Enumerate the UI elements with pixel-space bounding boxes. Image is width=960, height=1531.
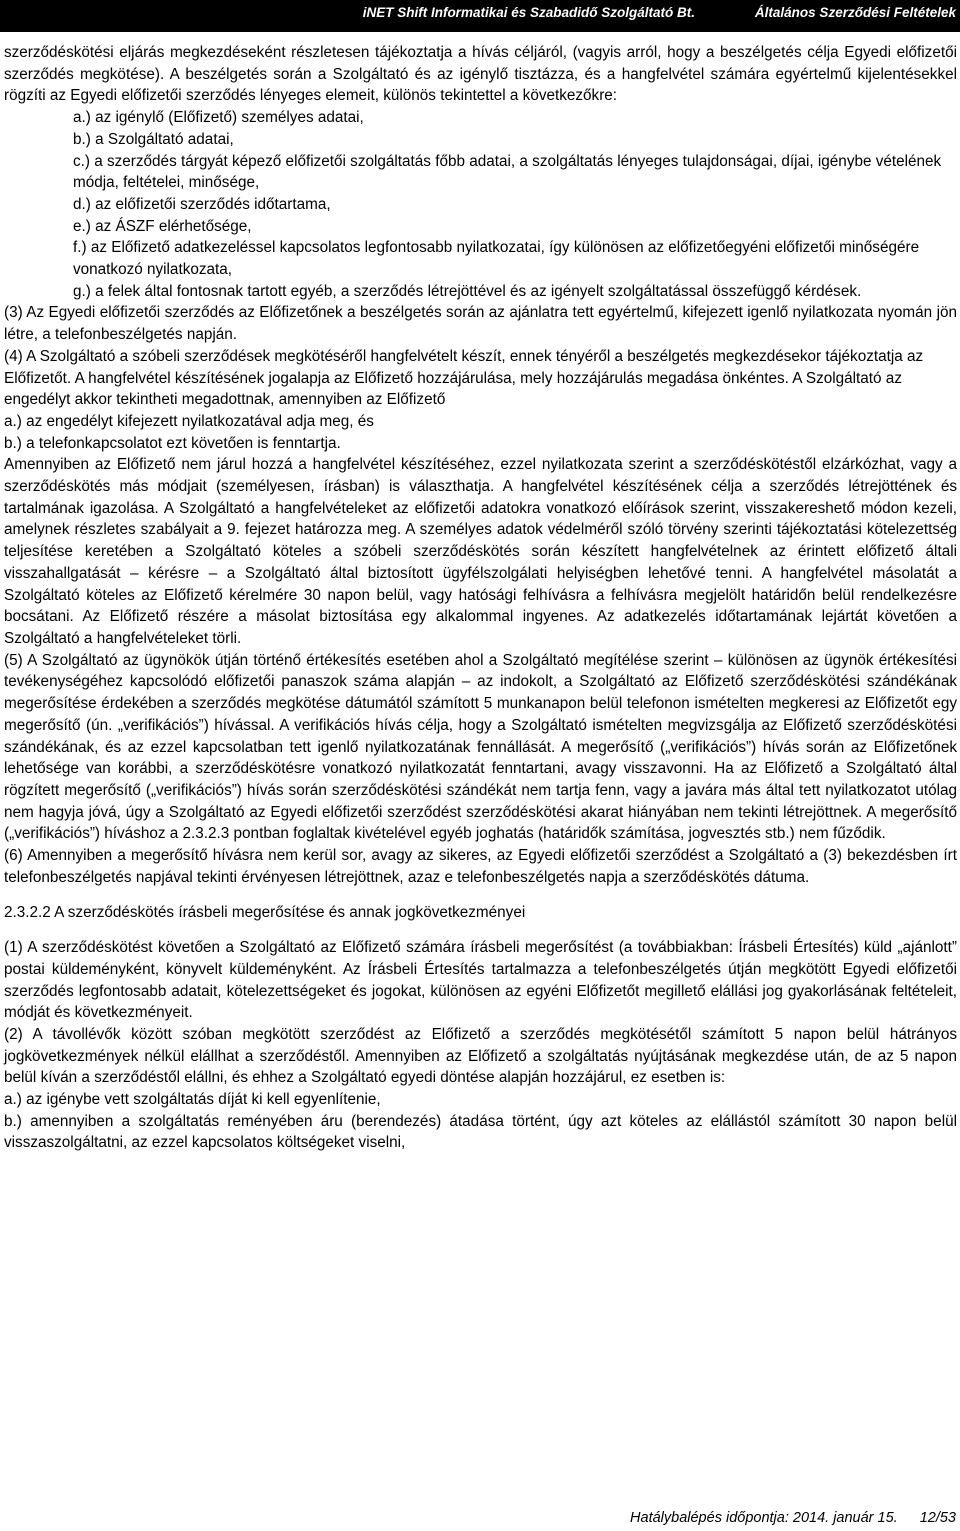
list-item-d: d.) az előfizetői szerződés időtartama, [73, 195, 331, 213]
section-heading: 2.3.2.2 A szerződéskötés írásbeli megerősítése és annak jogkövetkezményei [4, 904, 526, 922]
list-item-g: g.) a felek által fontosnak tartott egyéb, a szerződés létrejöttével és az igényelt szolgáltatással összefüggő kérdések. [73, 282, 862, 300]
effective-date: Hatálybalépés időpontja: 2014. január 15. [630, 1510, 898, 1526]
list-item-b: b.) a Szolgáltató adatai, [73, 130, 234, 148]
paragraph-4: (4) A Szolgáltató a szóbeli szerződések megkötéséről hangfelvételt készít, ennek tényéről a beszélgetés megkezdésekor tájékoztatja az Előfizetőt. A hangfelvétel készítésének jogalapja az Előfizető hozzájárulása, mely hozzájárulás megadása önkéntes. A Szolgáltató az engedélyt akkor tekintheti megadottnak, amennyiben az Előfizető [4, 347, 924, 409]
list-item-c: c.) a szerződés tárgyát képező előfizetői szolgáltatás főbb adatai, a szolgáltatás lényeges tulajdonságai, díjai, igénybe vételének módja, feltételei, minősége, [73, 152, 942, 192]
paragraph-4-item-b: b.) a telefonkapcsolatot ezt követően is fenntartja. [4, 434, 341, 452]
header-doc-title: Általános Szerződési Feltételek [754, 5, 956, 20]
page-header [0, 0, 960, 32]
section-paragraph-2-item-a: a.) az igénybe vett szolgáltatás díját ki kell egyenlítenie, [4, 1091, 381, 1109]
paragraph-5: (5) A Szolgáltató az ügynökök útján történő értékesítés esetében ahol a Szolgáltató megítélése szerint – különösen az ügynök értékesítési tevékenységéhez kapcsolódó előfizetői panaszok száma alapján – az indokolt, a Szolgáltató az Előfizető szerződéskötési szándékának megerősítése érdekében a szerződés megkötése dátumától számított 5 munkanapon belül telefonon ismételten megkeresi az Előfizetőt egy megerősítő (ún. „verifikációs”) hívással. A verifikációs hívás célja, hogy a Szolgáltató ismételten megvizsgálja az Előfizető szerződéskötési szándékának, és az ezzel kapcsolatban tett igenlő nyilatkozatának fennállását. A megerősítő („verifikációs”) hívás során az Előfizetőnek lehetősége van korábbi, a szerződéskötésre vonatkozó nyilatkozatát fenntartani, avagy visszavonni. Ha az Előfizető a Szolgáltató által rögzített megerősítő („verifikációs”) hívás során szerződéskötési szándékát nem tartja fenn, vagy a javára más által tett nyilatkozatot utólag nem hagyja jóvá, úgy a Szolgáltató az Egyedi előfizetői szerződést szerződéskötési akarat hiányában nem tekinti létrejöttnek. A megerősítő („verifikációs”) híváshoz a 2.3.2.3 pontban foglaltak kivételével egyéb joghatás (határidők számítása, jogvesztés stb.) nem fűződik. [4, 651, 957, 843]
section-paragraph-1: (1) A szerződéskötést követően a Szolgáltató az Előfizető számára írásbeli megerősítést (a továbbiakban: Írásbeli Értesítés) küld „ajánlott” postai küldeményként, könyvelt küldeményként. Az Írásbeli Értesítés tartalmazza a telefonbeszélgetés útján megkötött Egyedi előfizetői szerződés legfontosabb adatait, kötelezettségeket és jogokat, különösen az egyéni Előfizetőt megillető elállási jog gyakorlásának feltételeit, módját és következményeit. [4, 939, 957, 1022]
list-item-f: f.) az Előfizető adatkezeléssel kapcsolatos legfontosabb nyilatkozatai, így különösen az előfizetőegyéni előfizetői minőségére vonatkozó nyilatkozata, [73, 239, 920, 279]
paragraph-intro: szerződéskötési eljárás megkezdéseként részletesen tájékoztatja a hívás céljáról, (vagyis arról, hogy a beszélgetés célja Egyedi előfizetői szerződés megkötése). A beszélgetés során a Szolgáltató és az igénylő tisztázza, és a hangfelvétel számára egyértelmű kijelentésekkel rögzíti az Egyedi előfizetői szerződés lényeges elemeit, különös tekintettel a következőkre: [4, 44, 957, 105]
paragraph-6: (6) Amennyiben a megerősítő hívásra nem kerül sor, avagy az sikeres, az Egyedi előfizetői szerződést a Szolgáltató a (3) bekezdésben írt telefonbeszélgetés napjával tekinti érvényesen létrejöttnek, azaz e telefonbeszélgetés napja a szerződéskötés dátuma. [4, 847, 957, 886]
paragraph-4-item-a: a.) az engedélyt kifejezett nyilatkozatával adja meg, és [4, 412, 374, 430]
paragraph-3: (3) Az Egyedi előfizetői szerződés az Előfizetőnek a beszélgetés során az ajánlatra tett egyértelmű, kifejezett igenlő nyilatkozata nyomán jön létre, a telefonbeszélgetés napján. [4, 304, 957, 344]
section-paragraph-2: (2) A távollévők között szóban megkötött szerződést az Előfizető a szerződés megkötésétől számított 5 napon belül hátrányos jogkövetkezmények nélkül elállhat a szerződéstől. Amennyiben az Előfizető a szolgáltatás nyújtásának megkezdése után, de az 5 napon belül kíván a szerződéstől elállni, és ehhez a Szolgáltató egyedi döntése alapján hozzájárul, ez esetben is: [4, 1025, 957, 1087]
section-paragraph-2-item-b: b.) amennyiben a szolgáltatás reményében áru (berendezés) átadása történt, úgy azt köteles az elállástól számított 30 napon belül visszaszolgáltatni, az ezzel kapcsolatos költségeket viselni, [4, 1112, 957, 1152]
paragraph-4-continued: Amennyiben az Előfizető nem járul hozzá a hangfelvétel készítéséhez, ezzel nyilatkozata szerint a szerződéskötéstől elzárkózhat, vagy a szerződéskötés más módjait (személyesen, írásban) is választhatja. A hangfelvétel készítésének célja a szerződés létrejöttének és tartalmának igazolása. A Szolgáltató a hangfelvételeket az előfizetői adatokra vonatkozó előírások szerint, visszakereshető módon kezeli, amelynek részletes szabályait a 9. fejezet határozza meg. A személyes adatok védelméről szóló törvény szerinti tájékoztatási kötelezettség teljesítése keretében a Szolgáltató köteles a szóbeli szerződéskötés során készített hangfelvételnek az érintett előfizető általi visszahallgatását – kérésre – a Szolgáltató által biztosított ügyfélszolgálati helyiségben lehetővé tenni. A hangfelvétel másolatát a Szolgáltató köteles az Előfizető kérelmére 30 napon belül, vagy hatósági felhívásra a felhívásra megjelölt határidőn belül rendelkezésre bocsátani. Az Előfizető részére a másolat biztosítása egy alkalommal ingyenes. Az adatkezelés időtartamának lejártát követően a Szolgáltató a hangfelvételeket törli. [4, 456, 957, 647]
list-item-e: e.) az ÁSZF elérhetősége, [73, 217, 252, 235]
list-item-a: a.) az igénylő (Előfizető) személyes adatai, [73, 109, 364, 127]
header-company: iNET Shift Informatikai és Szabadidő Szolgáltató Bt. [362, 5, 695, 20]
document-body [4, 42, 957, 1154]
page-number: 12/53 [919, 1510, 956, 1526]
page-footer [630, 1510, 956, 1526]
